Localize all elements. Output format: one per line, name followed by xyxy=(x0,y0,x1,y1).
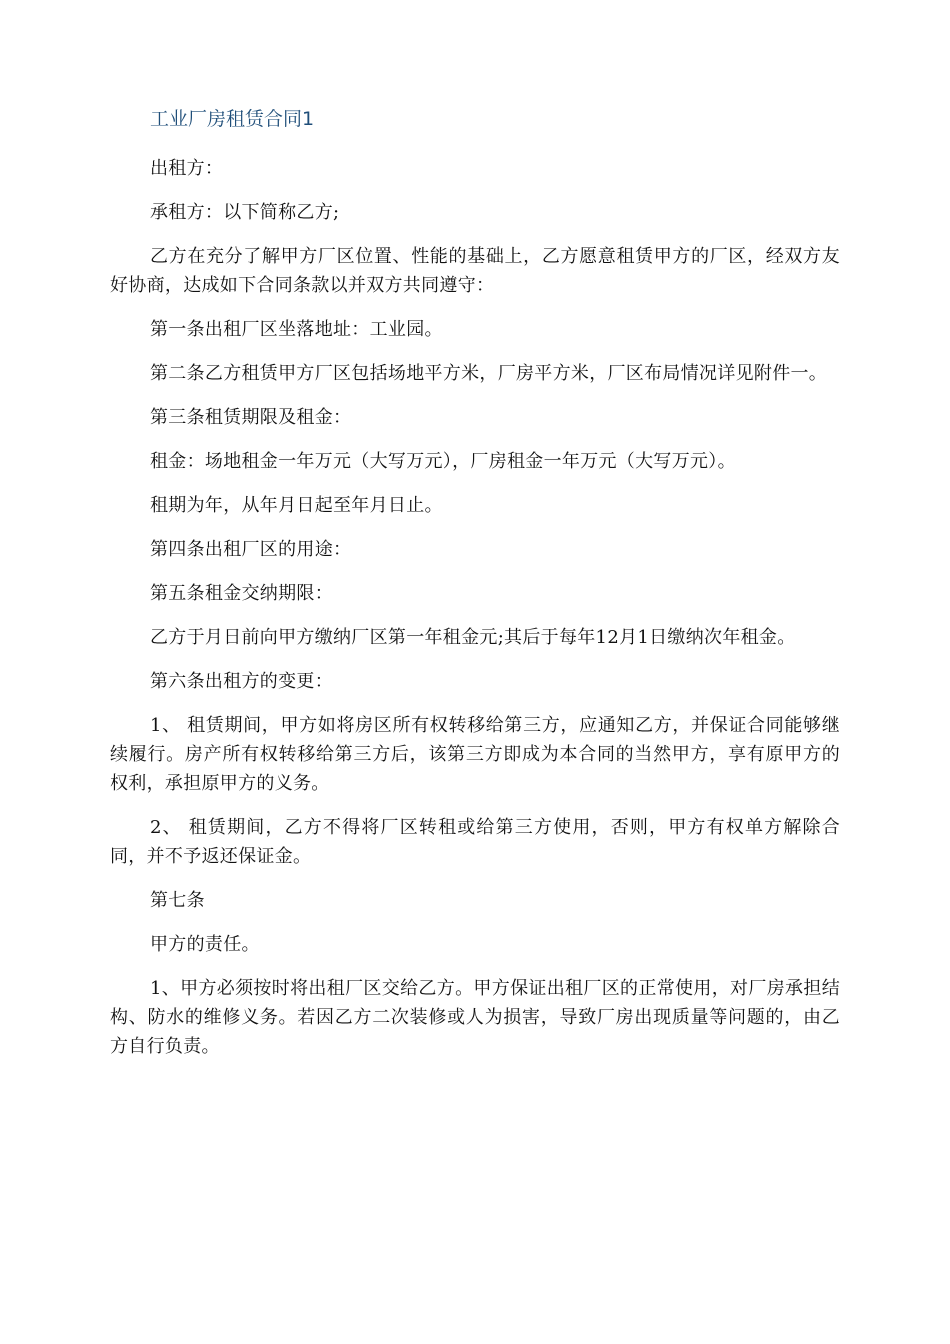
paragraph-lessor-duties: 甲方的责任。 xyxy=(150,934,260,955)
document-title: 工业厂房租赁合同1 xyxy=(150,108,315,130)
paragraph-article-6: 第六条出租方的变更： xyxy=(150,671,333,692)
paragraph-article-1: 第一条出租厂区坐落地址：工业园。 xyxy=(150,319,443,340)
document-body xyxy=(110,104,840,1076)
paragraph-article-7: 第七条 xyxy=(150,890,205,911)
paragraph-clause-6-1: 1、 租赁期间，甲方如将房区所有权转移给第三方，应通知乙方，并保证合同能够继续履行。房产所有权转移给第三方后，该第三方即成为本合同的当然甲方，享有原甲方的权利，承担原甲方的义务。 xyxy=(110,715,840,794)
paragraph-article-3: 第三条租赁期限及租金： xyxy=(150,407,352,428)
paragraph-rent: 租金：场地租金一年万元（大写万元），厂房租金一年万元（大写万元）。 xyxy=(150,451,736,472)
paragraph-lessee: 承租方：以下简称乙方; xyxy=(150,202,340,223)
paragraph-article-4: 第四条出租厂区的用途： xyxy=(150,539,352,560)
paragraph-article-5: 第五条租金交纳期限： xyxy=(150,583,333,604)
paragraph-preamble: 乙方在充分了解甲方厂区位置、性能的基础上，乙方愿意租赁甲方的厂区，经双方友好协商，达成如下合同条款以并双方共同遵守： xyxy=(110,246,840,296)
paragraph-clause-6-2: 2、 租赁期间，乙方不得将厂区转租或给第三方使用，否则，甲方有权单方解除合同，并不予返还保证金。 xyxy=(110,817,840,867)
paragraph-clause-7-1: 1、甲方必须按时将出租厂区交给乙方。甲方保证出租厂区的正常使用，对厂房承担结构、防水的维修义务。若因乙方二次装修或人为损害，导致厂房出现质量等问题的，由乙方自行负责。 xyxy=(110,978,840,1057)
paragraph-article-2: 第二条乙方租赁甲方厂区包括场地平方米，厂房平方米，厂区布局情况详见附件一。 xyxy=(150,363,828,384)
paragraph-payment: 乙方于月日前向甲方缴纳厂区第一年租金元;其后于每年12月1日缴纳次年租金。 xyxy=(150,627,796,648)
paragraph-lessor: 出租方： xyxy=(150,158,224,179)
paragraph-term: 租期为年，从年月日起至年月日止。 xyxy=(150,495,443,516)
